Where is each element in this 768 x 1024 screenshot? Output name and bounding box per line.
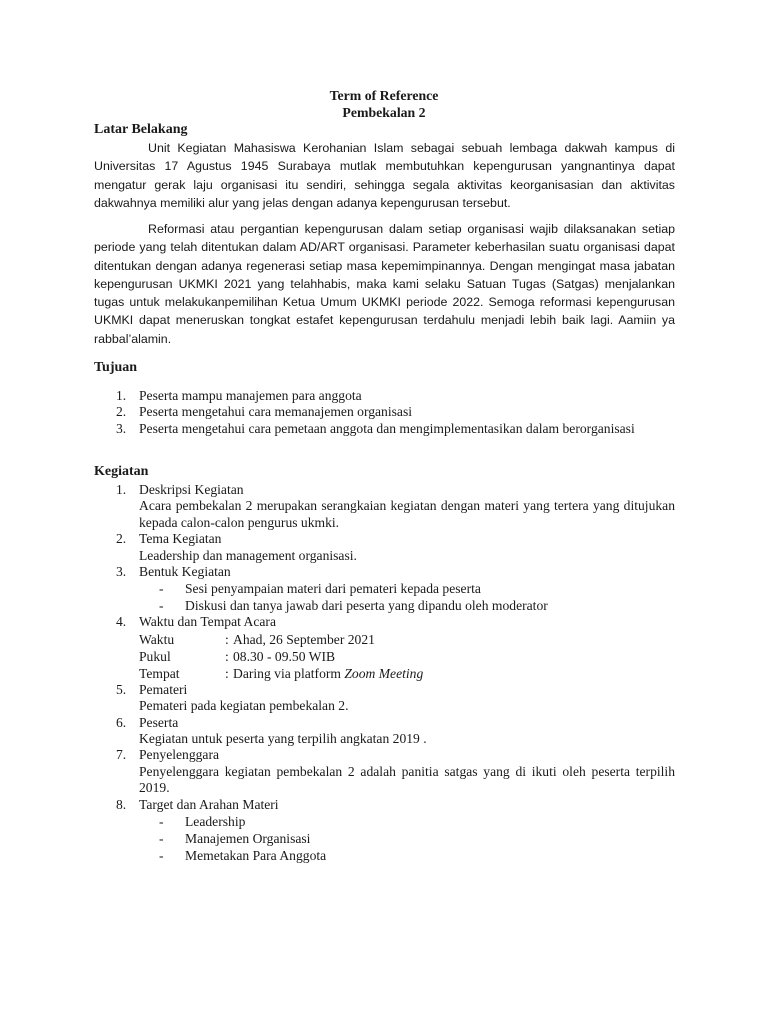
list-number: 5. bbox=[116, 681, 127, 697]
doc-subtitle: Pembekalan 2 bbox=[342, 105, 426, 120]
list-item bbox=[94, 388, 675, 404]
doc-title: Term of Reference bbox=[329, 88, 439, 103]
item-title: Pemateri bbox=[139, 681, 188, 697]
kegiatan-list bbox=[94, 482, 675, 864]
item-body: Kegiatan untuk peserta yang terpilih angkatan 2019 . bbox=[139, 731, 427, 747]
list-item bbox=[94, 715, 675, 748]
dash-marker: - bbox=[159, 814, 164, 830]
item-title: Tema Kegiatan bbox=[139, 531, 222, 547]
row-colon: : bbox=[225, 631, 229, 647]
bullet-item bbox=[139, 580, 675, 597]
latar-heading: Latar Belakang bbox=[94, 122, 188, 137]
bullet-item bbox=[139, 830, 675, 847]
info-row-tempat bbox=[139, 665, 675, 682]
list-number: 2. bbox=[116, 404, 127, 420]
bullet-text: Diskusi dan tanya jawab dari peserta yang dipandu oleh moderator bbox=[185, 598, 548, 614]
row-colon: : bbox=[225, 648, 229, 664]
latar-paragraph-2: Reformasi atau pergantian kepengurusan dalam setiap organisasi wajib dilaksanakan setiap periode yang telah ditentukan dalam AD/ART organisasi. Parameter keberhasilan suatu organisasi dapat ditentukan dengan adanya regenerasi setiap masa kepemimpinannya. Dengan mengingat masa jabatan kepengurusan UKMKI 2021 yang telahhabis, maka kami selaku Satuan Tugas (Satgas) menjalankan tugas untuk melakukanpemilihan Ketua Umum UKMKI periode 2022. Semoga reformasi kepengurusan UKMKI dapat meneruskan tongkat estafet kepengurusan terdahulu menjadi lebih baik lagi. Aamiin ya rabbal’alamin. bbox=[94, 222, 675, 346]
bullet-text: Leadership bbox=[185, 814, 246, 830]
row-value: 08.30 - 09.50 WIB bbox=[233, 648, 336, 664]
list-number: 1. bbox=[116, 482, 127, 497]
list-number: 2. bbox=[116, 531, 127, 547]
dash-marker: - bbox=[159, 848, 164, 864]
list-text: Peserta mengetahui cara pemetaan anggota dan mengimplementasikan dalam berorganisasi bbox=[139, 420, 635, 436]
item-title: Target dan Arahan Materi bbox=[139, 796, 279, 812]
item-title: Waktu dan Tempat Acara bbox=[139, 614, 276, 630]
list-item bbox=[94, 531, 675, 564]
bullet-item bbox=[139, 847, 675, 864]
bullet-text: Sesi penyampaian materi dari pemateri kepada peserta bbox=[185, 581, 481, 597]
row-value-italic: Zoom Meeting bbox=[344, 665, 424, 681]
item-title: Bentuk Kegiatan bbox=[139, 564, 231, 580]
bullet-text: Memetakan Para Anggota bbox=[185, 848, 327, 864]
latar-paragraph-1: Unit Kegiatan Mahasiswa Kerohanian Islam sebagai sebuah lembaga dakwah kampus di Universitas 17 Agustus 1945 Surabaya mutlak membutuhkan kepengurusan yangnantinya dapat mengatur gerak laju organisasi itu sendiri, sehingga segala aktivitas keorganisasian dan aktivitas dakwahnya memiliki alur yang jelas dengan adanya kepengurusan tersebut. bbox=[94, 141, 675, 210]
dash-marker: - bbox=[159, 831, 164, 847]
list-number: 8. bbox=[116, 796, 127, 812]
bullet-item bbox=[139, 597, 675, 614]
list-item bbox=[94, 482, 675, 531]
list-number: 7. bbox=[116, 747, 127, 763]
row-value: Ahad, 26 September 2021 bbox=[233, 631, 375, 647]
list-text: Peserta mengetahui cara memanajemen organisasi bbox=[139, 404, 413, 420]
list-item bbox=[94, 404, 675, 420]
list-text: Peserta mampu manajemen para anggota bbox=[139, 388, 362, 403]
list-item bbox=[94, 421, 675, 437]
item-title: Deskripsi Kegiatan bbox=[139, 482, 244, 497]
tujuan-heading: Tujuan bbox=[94, 360, 138, 375]
list-number: 1. bbox=[116, 388, 127, 403]
info-row-waktu bbox=[139, 631, 675, 648]
list-item bbox=[94, 797, 675, 864]
row-label: Waktu bbox=[139, 631, 175, 647]
list-item bbox=[94, 747, 675, 796]
item-body: Penyelenggara kegiatan pembekalan 2 adalah panitia satgas yang di ikuti oleh peserta terpilih 2019. bbox=[139, 763, 675, 796]
item-title: Peserta bbox=[139, 714, 179, 730]
list-item bbox=[94, 614, 675, 681]
dash-marker: - bbox=[159, 581, 164, 597]
bullet-text: Manajemen Organisasi bbox=[185, 831, 311, 847]
list-number: 3. bbox=[116, 420, 127, 436]
item-body: Pemateri pada kegiatan pembekalan 2. bbox=[139, 698, 349, 714]
item-title: Penyelenggara bbox=[139, 747, 220, 763]
list-number: 4. bbox=[116, 614, 127, 630]
tujuan-list bbox=[94, 388, 675, 437]
row-label: Pukul bbox=[139, 648, 171, 664]
kegiatan-heading: Kegiatan bbox=[94, 464, 149, 479]
list-item bbox=[94, 564, 675, 614]
item-body: Acara pembekalan 2 merupakan serangkaian kegiatan dengan materi yang tertera yang ditujukan kepada calon-calon pengurus ukmki. bbox=[139, 498, 675, 530]
info-row-pukul bbox=[139, 648, 675, 665]
row-label: Tempat bbox=[139, 665, 180, 681]
row-value-text: Daring via platform bbox=[233, 665, 345, 681]
row-value bbox=[233, 665, 423, 682]
item-body: Leadership dan management organisasi. bbox=[139, 547, 357, 563]
list-item bbox=[94, 682, 675, 715]
list-number: 6. bbox=[116, 714, 127, 730]
dash-marker: - bbox=[159, 598, 164, 614]
list-number: 3. bbox=[116, 564, 127, 580]
bullet-item bbox=[139, 813, 675, 830]
row-colon: : bbox=[225, 665, 229, 681]
